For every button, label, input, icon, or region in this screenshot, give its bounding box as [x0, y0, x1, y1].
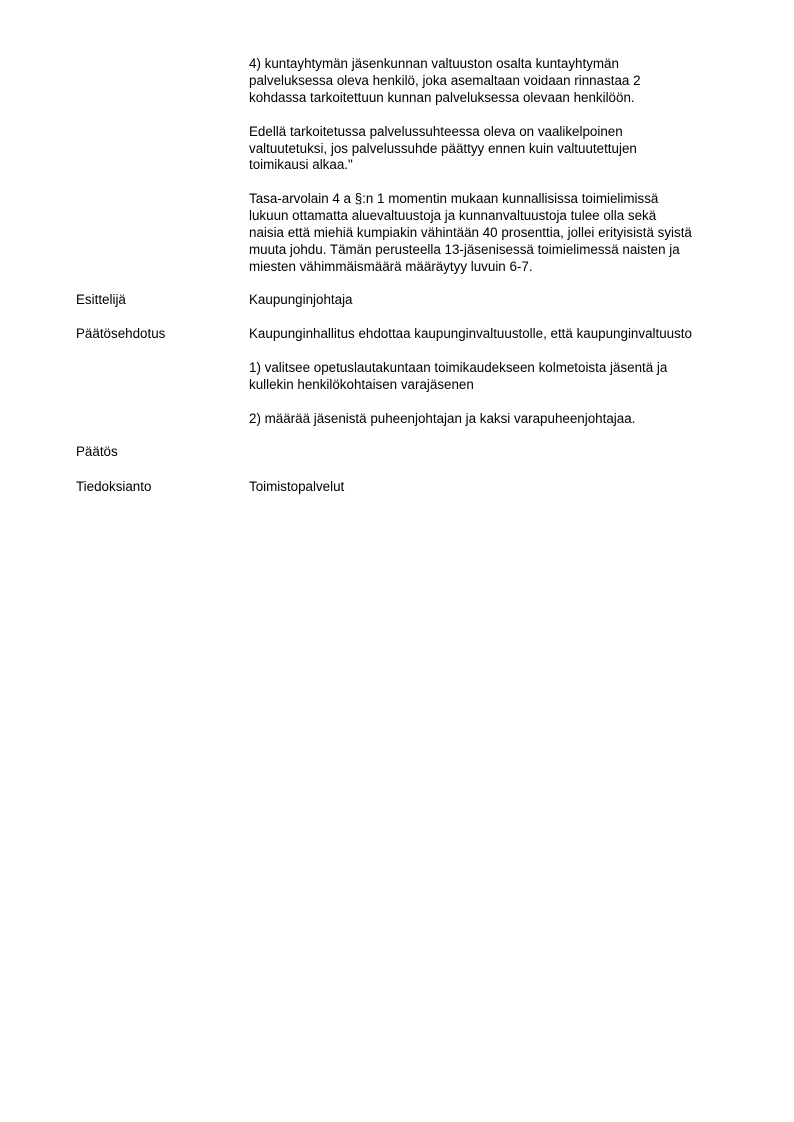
tiedoksianto-value-container — [249, 479, 749, 496]
text-line: Edellä tarkoitetussa palvelussuhteessa oleva on vaalikelpoinen — [249, 123, 623, 139]
paatosehdotus-label: Päätösehdotus — [76, 326, 166, 341]
text-line: naisia että miehiä kumpiakin vähintään 40 prosenttia, jollei erityisistä syistä — [249, 225, 692, 241]
esittelija-value: Kaupunginjohtaja — [249, 292, 353, 307]
text-line: 1) valitsee opetuslautakuntaan toimikaudekseen kolmetoista jäsentä ja — [249, 359, 668, 375]
item-4-paragraph — [249, 56, 749, 107]
paatosehdotus-point-1 — [249, 360, 749, 394]
text-line: toimikausi alkaa." — [249, 157, 353, 173]
paatos-label: Päätös — [76, 444, 118, 459]
text-line: kohdassa tarkoitettuun kunnan palveluksessa olevaan henkilöön. — [249, 89, 635, 105]
esittelija-label: Esittelijä — [76, 292, 126, 307]
text-line: lukuun ottamatta aluevaltuustoja ja kunnanvaltuustoja tulee olla sekä — [249, 208, 657, 224]
tiedoksianto-label: Tiedoksianto — [76, 479, 152, 494]
eligibility-paragraph — [249, 124, 749, 175]
text-line: Kaupunginhallitus ehdottaa kaupunginvaltuustolle, että kaupunginvaltuusto — [249, 326, 692, 341]
text-line: 2) määrää jäsenistä puheenjohtajan ja kaksi varapuheenjohtajaa. — [249, 410, 636, 426]
equality-paragraph — [249, 191, 749, 276]
intro-text-block — [249, 56, 749, 276]
text-line: valtuutetuksi, jos palvelussuhde päättyy ennen kuin valtuutettujen — [249, 140, 637, 156]
text-line: palveluksessa oleva henkilö, joka asemaltaan voidaan rinnastaa 2 — [249, 72, 641, 88]
paatosehdotus-intro-paragraph — [249, 326, 749, 343]
text-line: 4) kuntayhtymän jäsenkunnan valtuuston osalta kuntayhtymän — [249, 56, 619, 71]
tiedoksianto-value: Toimistopalvelut — [249, 479, 345, 494]
text-line: muuta johdu. Tämän perusteella 13-jäsenisessä toimielimessä naisten ja — [249, 241, 680, 257]
text-line: Tasa-arvolain 4 a §:n 1 momentin mukaan kunnallisissa toimielimissä — [249, 191, 659, 207]
esittelija-value-container — [249, 292, 749, 309]
paatosehdotus-point-2 — [249, 411, 749, 428]
text-line: miesten vähimmäismäärä määräytyy luvuin 6-7. — [249, 258, 533, 274]
paatosehdotus-content — [249, 326, 749, 427]
text-line: kullekin henkilökohtaisen varajäsenen — [249, 376, 474, 392]
